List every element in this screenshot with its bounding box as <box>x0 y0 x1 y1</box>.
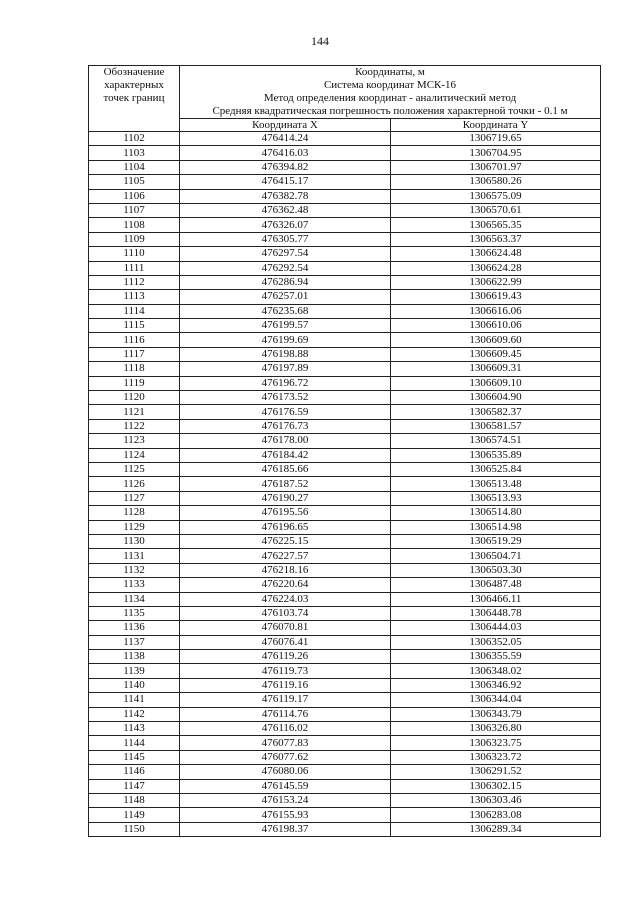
table-row <box>89 650 601 664</box>
coord-x-cell: 476155.93 <box>180 808 391 822</box>
point-id-cell: 1110 <box>89 247 180 261</box>
coord-y-cell: 1306624.28 <box>391 261 601 275</box>
header-label-line: характерных <box>104 79 164 91</box>
coord-x-cell: 476173.52 <box>180 391 391 405</box>
coord-x-cell: 476187.52 <box>180 477 391 491</box>
coord-y-cell: 1306624.48 <box>391 247 601 261</box>
coord-y-cell: 1306619.43 <box>391 290 601 304</box>
point-id-cell: 1124 <box>89 448 180 462</box>
coordinates-info-header <box>180 66 601 119</box>
coord-x-cell: 476286.94 <box>180 275 391 289</box>
coord-x-cell: 476077.83 <box>180 736 391 750</box>
coord-y-cell: 1306283.08 <box>391 808 601 822</box>
point-id-cell: 1132 <box>89 563 180 577</box>
coord-y-cell: 1306570.61 <box>391 203 601 217</box>
table-row <box>89 362 601 376</box>
info-line-accuracy: Средняя квадратическая погрешность положения характерной точки - 0.1 м <box>212 105 568 117</box>
table-row <box>89 448 601 462</box>
point-id-cell: 1141 <box>89 693 180 707</box>
coord-x-cell: 476119.26 <box>180 650 391 664</box>
point-id-cell: 1140 <box>89 678 180 692</box>
coord-y-cell: 1306323.75 <box>391 736 601 750</box>
point-id-cell: 1131 <box>89 549 180 563</box>
point-id-cell: 1105 <box>89 175 180 189</box>
point-id-cell: 1107 <box>89 203 180 217</box>
point-id-cell: 1116 <box>89 333 180 347</box>
table-row <box>89 693 601 707</box>
point-id-cell: 1150 <box>89 822 180 836</box>
coord-y-cell: 1306348.02 <box>391 664 601 678</box>
coord-y-cell: 1306444.03 <box>391 621 601 635</box>
point-id-cell: 1108 <box>89 218 180 232</box>
table-row <box>89 132 601 146</box>
coord-y-cell: 1306448.78 <box>391 606 601 620</box>
coord-x-cell: 476218.16 <box>180 563 391 577</box>
table-row <box>89 707 601 721</box>
point-id-cell: 1138 <box>89 650 180 664</box>
point-id-cell: 1133 <box>89 578 180 592</box>
coord-x-cell: 476070.81 <box>180 621 391 635</box>
point-id-cell: 1128 <box>89 506 180 520</box>
point-id-cell: 1134 <box>89 592 180 606</box>
coord-y-cell: 1306513.93 <box>391 491 601 505</box>
header-label-line: точек границ <box>103 92 165 104</box>
point-id-cell: 1127 <box>89 491 180 505</box>
info-line-system: Система координат МСК-16 <box>323 79 457 91</box>
table-row <box>89 189 601 203</box>
table-row <box>89 822 601 836</box>
point-id-cell: 1139 <box>89 664 180 678</box>
coord-x-cell: 476190.27 <box>180 491 391 505</box>
table-row <box>89 175 601 189</box>
point-id-cell: 1137 <box>89 635 180 649</box>
point-id-cell: 1106 <box>89 189 180 203</box>
coord-y-cell: 1306563.37 <box>391 232 601 246</box>
table-row <box>89 391 601 405</box>
coord-y-cell: 1306610.06 <box>391 319 601 333</box>
coord-y-cell: 1306582.37 <box>391 405 601 419</box>
coord-y-cell: 1306291.52 <box>391 765 601 779</box>
coord-x-cell: 476185.66 <box>180 462 391 476</box>
table-row <box>89 405 601 419</box>
point-id-cell: 1148 <box>89 793 180 807</box>
coord-y-cell: 1306323.72 <box>391 750 601 764</box>
x-column-header: Координата X <box>180 119 391 132</box>
point-id-cell: 1119 <box>89 376 180 390</box>
coord-x-cell: 476416.03 <box>180 146 391 160</box>
coord-x-cell: 476176.73 <box>180 419 391 433</box>
coord-y-cell: 1306719.65 <box>391 132 601 146</box>
coord-y-cell: 1306535.89 <box>391 448 601 462</box>
coord-y-cell: 1306609.31 <box>391 362 601 376</box>
point-id-cell: 1135 <box>89 606 180 620</box>
table-row <box>89 146 601 160</box>
coord-x-cell: 476153.24 <box>180 793 391 807</box>
table-row <box>89 275 601 289</box>
coord-y-cell: 1306466.11 <box>391 592 601 606</box>
table-row <box>89 750 601 764</box>
point-id-cell: 1103 <box>89 146 180 160</box>
table-row <box>89 534 601 548</box>
point-id-cell: 1145 <box>89 750 180 764</box>
table-row <box>89 520 601 534</box>
point-id-cell: 1130 <box>89 534 180 548</box>
coord-y-cell: 1306514.80 <box>391 506 601 520</box>
table-row <box>89 160 601 174</box>
point-id-cell: 1136 <box>89 621 180 635</box>
point-id-cell: 1147 <box>89 779 180 793</box>
coord-x-cell: 476077.62 <box>180 750 391 764</box>
coord-x-cell: 476145.59 <box>180 779 391 793</box>
coord-y-cell: 1306302.15 <box>391 779 601 793</box>
coord-x-cell: 476116.02 <box>180 722 391 736</box>
coord-x-cell: 476414.24 <box>180 132 391 146</box>
coord-y-cell: 1306704.95 <box>391 146 601 160</box>
point-id-cell: 1144 <box>89 736 180 750</box>
point-id-cell: 1115 <box>89 319 180 333</box>
coord-x-cell: 476257.01 <box>180 290 391 304</box>
coord-y-cell: 1306503.30 <box>391 563 601 577</box>
coord-y-cell: 1306326.80 <box>391 722 601 736</box>
coord-y-cell: 1306581.57 <box>391 419 601 433</box>
point-id-cell: 1123 <box>89 434 180 448</box>
coord-y-cell: 1306609.60 <box>391 333 601 347</box>
coordinates-table <box>88 65 601 837</box>
coord-x-cell: 476235.68 <box>180 304 391 318</box>
coord-y-cell: 1306565.35 <box>391 218 601 232</box>
table-row <box>89 621 601 635</box>
coord-x-cell: 476080.06 <box>180 765 391 779</box>
table-row <box>89 722 601 736</box>
table-row <box>89 319 601 333</box>
table-row <box>89 232 601 246</box>
table-row <box>89 592 601 606</box>
table-row <box>89 247 601 261</box>
point-id-cell: 1120 <box>89 391 180 405</box>
coord-y-cell: 1306701.97 <box>391 160 601 174</box>
coord-x-cell: 476196.72 <box>180 376 391 390</box>
coord-x-cell: 476178.00 <box>180 434 391 448</box>
table-row <box>89 678 601 692</box>
info-line-title: Координаты, м <box>355 66 425 78</box>
table-row <box>89 203 601 217</box>
point-id-header <box>89 66 180 132</box>
coord-y-cell: 1306580.26 <box>391 175 601 189</box>
header-row <box>89 66 601 119</box>
point-id-cell: 1113 <box>89 290 180 304</box>
coord-y-cell: 1306514.98 <box>391 520 601 534</box>
table-row <box>89 218 601 232</box>
coord-x-cell: 476198.88 <box>180 347 391 361</box>
table-row <box>89 578 601 592</box>
table-row <box>89 376 601 390</box>
table-row <box>89 290 601 304</box>
coord-x-cell: 476225.15 <box>180 534 391 548</box>
coord-y-cell: 1306487.48 <box>391 578 601 592</box>
coord-x-cell: 476297.54 <box>180 247 391 261</box>
table-body <box>89 66 601 837</box>
coord-x-cell: 476394.82 <box>180 160 391 174</box>
table-row <box>89 261 601 275</box>
coord-y-cell: 1306352.05 <box>391 635 601 649</box>
coord-x-cell: 476176.59 <box>180 405 391 419</box>
coord-x-cell: 476199.57 <box>180 319 391 333</box>
table-row <box>89 808 601 822</box>
coord-y-cell: 1306622.99 <box>391 275 601 289</box>
coord-y-cell: 1306519.29 <box>391 534 601 548</box>
coord-x-cell: 476292.54 <box>180 261 391 275</box>
table-row <box>89 333 601 347</box>
table-row <box>89 765 601 779</box>
point-id-cell: 1129 <box>89 520 180 534</box>
coord-y-cell: 1306575.09 <box>391 189 601 203</box>
point-id-cell: 1118 <box>89 362 180 376</box>
point-id-cell: 1121 <box>89 405 180 419</box>
coord-x-cell: 476196.65 <box>180 520 391 534</box>
point-id-cell: 1142 <box>89 707 180 721</box>
table-row <box>89 563 601 577</box>
coord-y-cell: 1306513.48 <box>391 477 601 491</box>
table-row <box>89 635 601 649</box>
point-id-cell: 1109 <box>89 232 180 246</box>
info-line-method: Метод определения координат - аналитический метод <box>263 92 517 104</box>
y-column-header: Координата Y <box>391 119 601 132</box>
coord-x-cell: 476382.78 <box>180 189 391 203</box>
coord-y-cell: 1306355.59 <box>391 650 601 664</box>
point-id-cell: 1112 <box>89 275 180 289</box>
coord-x-cell: 476220.64 <box>180 578 391 592</box>
coord-x-cell: 476103.74 <box>180 606 391 620</box>
coord-x-cell: 476227.57 <box>180 549 391 563</box>
coord-x-cell: 476198.37 <box>180 822 391 836</box>
table-row <box>89 736 601 750</box>
coord-y-cell: 1306616.06 <box>391 304 601 318</box>
point-id-cell: 1122 <box>89 419 180 433</box>
coord-x-cell: 476114.76 <box>180 707 391 721</box>
table-row <box>89 793 601 807</box>
point-id-cell: 1117 <box>89 347 180 361</box>
table-row <box>89 347 601 361</box>
coord-x-cell: 476362.48 <box>180 203 391 217</box>
point-id-cell: 1111 <box>89 261 180 275</box>
table-row <box>89 434 601 448</box>
point-id-cell: 1104 <box>89 160 180 174</box>
table-row <box>89 462 601 476</box>
coord-x-cell: 476199.69 <box>180 333 391 347</box>
coord-y-cell: 1306346.92 <box>391 678 601 692</box>
table-row <box>89 491 601 505</box>
table-row <box>89 664 601 678</box>
table-row <box>89 419 601 433</box>
point-id-cell: 1102 <box>89 132 180 146</box>
table-row <box>89 606 601 620</box>
table-row <box>89 477 601 491</box>
coord-x-cell: 476119.17 <box>180 693 391 707</box>
coord-y-cell: 1306609.45 <box>391 347 601 361</box>
coord-y-cell: 1306604.90 <box>391 391 601 405</box>
coord-y-cell: 1306303.46 <box>391 793 601 807</box>
coord-x-cell: 476119.16 <box>180 678 391 692</box>
coord-x-cell: 476305.77 <box>180 232 391 246</box>
coord-y-cell: 1306504.71 <box>391 549 601 563</box>
coord-y-cell: 1306609.10 <box>391 376 601 390</box>
table-row <box>89 506 601 520</box>
coord-x-cell: 476197.89 <box>180 362 391 376</box>
coord-y-cell: 1306343.79 <box>391 707 601 721</box>
point-id-cell: 1126 <box>89 477 180 491</box>
coord-y-cell: 1306344.04 <box>391 693 601 707</box>
table-row <box>89 304 601 318</box>
header-label-line: Обозначение <box>103 66 165 78</box>
table-row <box>89 779 601 793</box>
coord-x-cell: 476076.41 <box>180 635 391 649</box>
coord-x-cell: 476224.03 <box>180 592 391 606</box>
point-id-cell: 1114 <box>89 304 180 318</box>
coord-y-cell: 1306574.51 <box>391 434 601 448</box>
point-id-cell: 1125 <box>89 462 180 476</box>
coord-x-cell: 476326.07 <box>180 218 391 232</box>
coord-x-cell: 476184.42 <box>180 448 391 462</box>
coord-x-cell: 476415.17 <box>180 175 391 189</box>
coord-y-cell: 1306289.34 <box>391 822 601 836</box>
coord-x-cell: 476119.73 <box>180 664 391 678</box>
page-number: 144 <box>311 34 329 48</box>
point-id-cell: 1146 <box>89 765 180 779</box>
point-id-cell: 1143 <box>89 722 180 736</box>
coord-y-cell: 1306525.84 <box>391 462 601 476</box>
table-row <box>89 549 601 563</box>
point-id-cell: 1149 <box>89 808 180 822</box>
coord-x-cell: 476195.56 <box>180 506 391 520</box>
